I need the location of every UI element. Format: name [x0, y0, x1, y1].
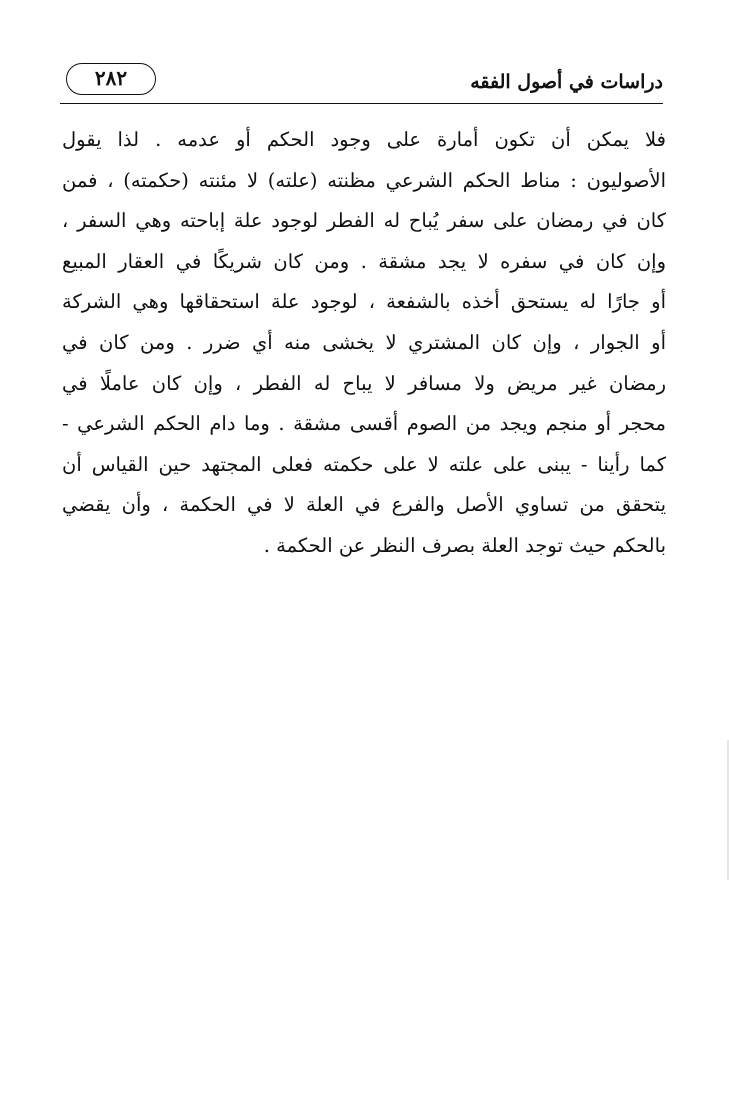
text-line: فلا يمكن أن تكون أمارة على وجود الحكم أو عدمه . لذا يقول	[62, 128, 666, 151]
book-title: دراسات في أصول الفقه	[470, 71, 663, 93]
body-paragraph	[62, 120, 666, 567]
text-line: الأصوليون : مناط الحكم الشرعي مظنته (علته) لا مئنته (حكمته) ، فمن	[62, 168, 666, 192]
running-header	[60, 58, 663, 104]
text-line: بالحكم حيث توجد العلة بصرف النظر عن الحكمة .	[263, 533, 666, 557]
page-number-badge	[66, 63, 156, 95]
page-number: ٢٨٢	[94, 66, 128, 90]
text-line: كما رأينا - يبنى على علته لا على حكمته فعلى المجتهد حين القياس أن	[62, 452, 666, 476]
text-line: أو الجوار ، وإن كان المشتري لا يخشى منه أي ضرر . ومن كان في	[62, 330, 666, 354]
text-line: يتحقق من تساوي الأصل والفرع في العلة لا في الحكمة ، وأن يقضي	[62, 493, 666, 517]
text-line: محجر أو منجم ويجد من الصوم أقسى مشقة . وما دام الحكم الشرعي -	[62, 412, 666, 436]
text-line: أو جارًا له يستحق أخذه بالشفعة ، لوجود علة استحقاقها وهي الشركة	[62, 290, 666, 314]
header-rule	[60, 103, 663, 104]
text-line: رمضان غير مريض ولا مسافر لا يباح له الفطر ، وإن كان عاملًا في	[62, 371, 666, 395]
text-line: وإن كان في سفره لا يجد مشقة . ومن كان شريكًا في العقار المبيع	[62, 249, 666, 273]
text-line: كان في رمضان على سفر يُباح له الفطر لوجود علة إباحته وهي السفر ،	[62, 209, 666, 233]
